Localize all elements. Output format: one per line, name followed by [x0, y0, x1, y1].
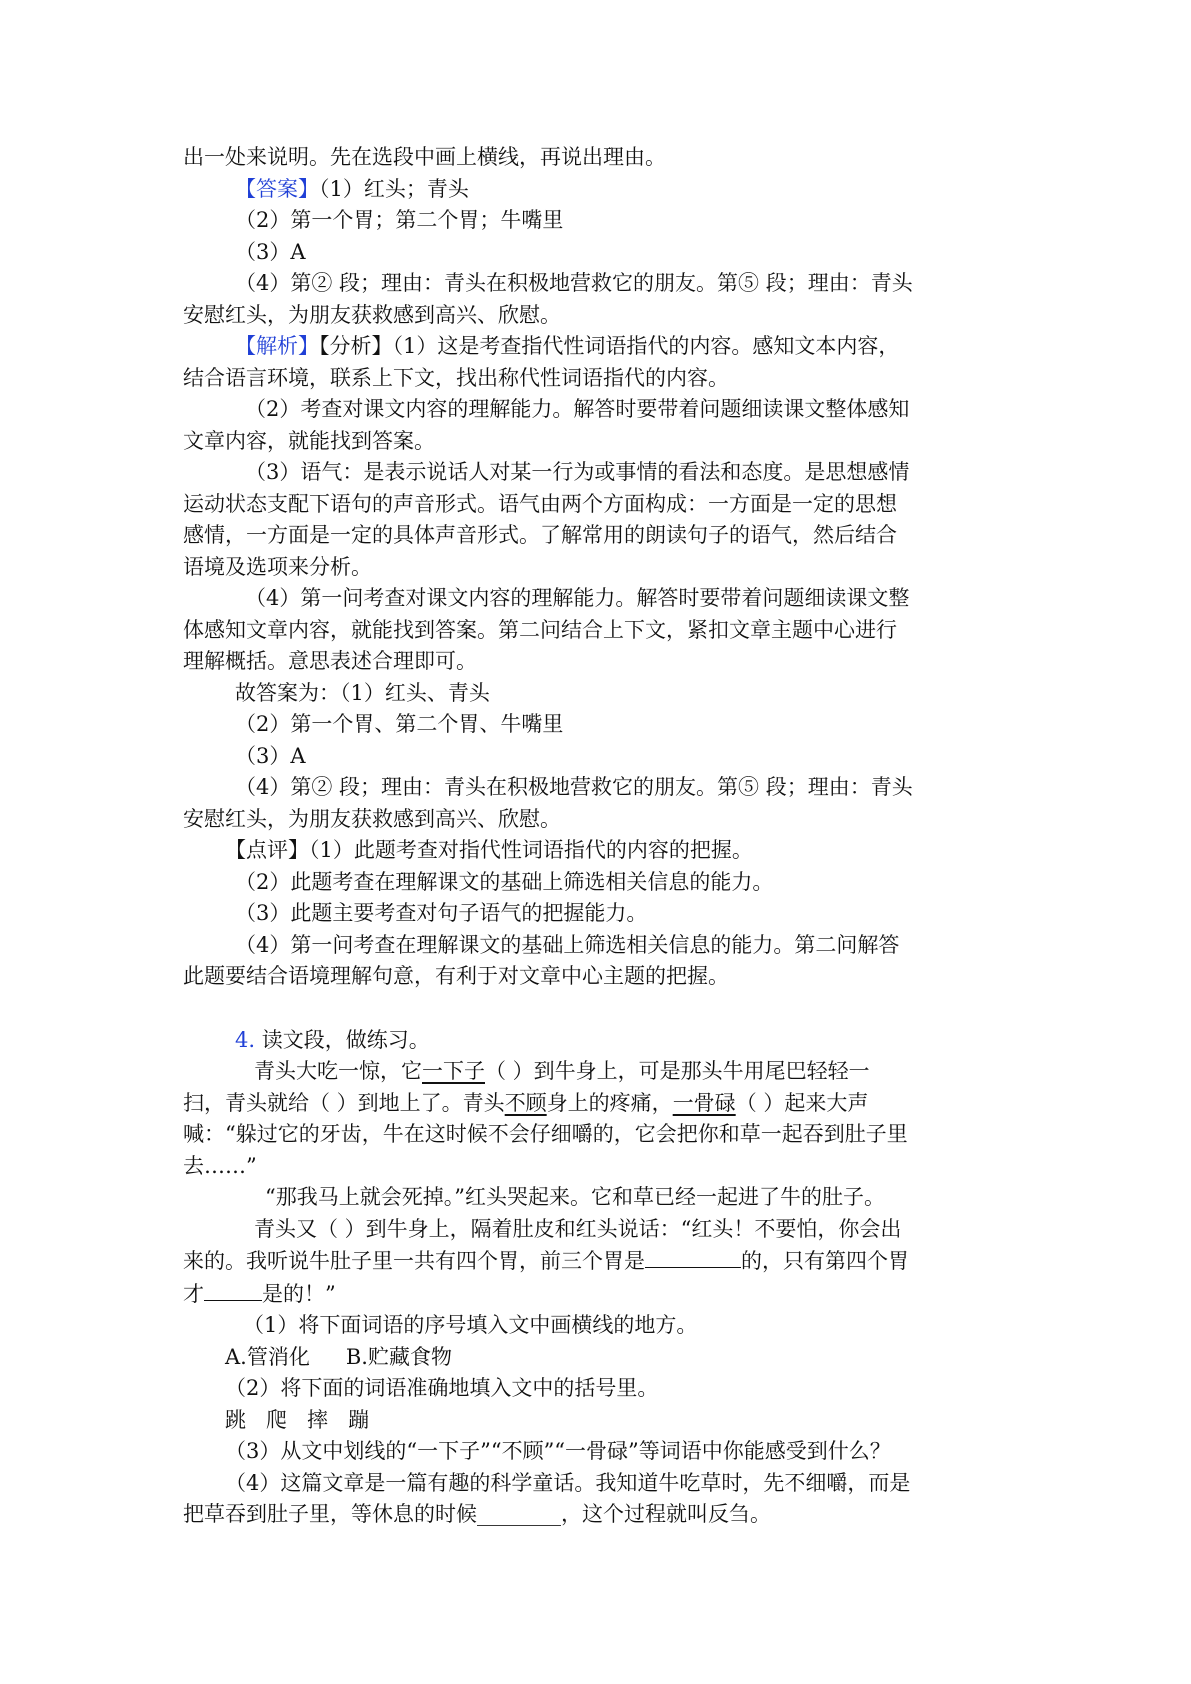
underlined-word: 不顾 — [504, 1090, 547, 1115]
option-b: B.贮藏食物 — [345, 1344, 452, 1369]
text-line: 语境及选项来分析。 — [183, 554, 372, 579]
word-bank: 跳 爬 摔 蹦 — [225, 1407, 370, 1432]
passage-line: 去……” — [183, 1153, 257, 1178]
text-span: （1）红头；青头 — [319, 176, 469, 201]
text-line: 安慰红头，为朋友获救感到高兴、欣慰。 — [183, 806, 561, 831]
fill-blank[interactable] — [645, 1245, 741, 1268]
text-line: 感情，一方面是一定的具体声音形式。了解常用的朗读句子的语气，然后结合 — [183, 523, 897, 547]
page-content — [183, 142, 1013, 1531]
answer-tag: 【答案】 — [235, 176, 319, 201]
text-line: 故答案为：（1）红头、青头 — [235, 680, 490, 705]
text-line: （2）第一个胃、第二个胃、牛嘴里 — [235, 712, 564, 736]
sub-question: 把草吞到肚子里，等休息的时候________，这个过程就叫反刍。 — [183, 1502, 771, 1526]
sub-question: （2）将下面的词语准确地填入文中的括号里。 — [225, 1376, 659, 1400]
text-line: 理解概括。意思表述合理即可。 — [183, 649, 477, 673]
options-line — [183, 1342, 1013, 1374]
question-title: 读文段，做练习。 — [261, 1027, 430, 1052]
section-gap — [183, 993, 1013, 1025]
fill-blank[interactable] — [204, 1278, 262, 1301]
text-span: 才 — [183, 1281, 204, 1306]
text-line: 此题要结合语境理解句意，有利于对文章中心主题的把握。 — [183, 964, 729, 988]
text-line: 文章内容，就能找到答案。 — [183, 428, 435, 453]
text-line: 结合语言环境，联系上下文，找出称代性词语指代的内容。 — [183, 365, 729, 390]
text-line: （3）A — [235, 743, 306, 768]
text-line: 出一处来说明。先在选段中画上横线，再说出理由。 — [183, 145, 666, 169]
text-span: 是的！” — [262, 1281, 336, 1306]
question-number: 4. — [235, 1027, 256, 1052]
text-line: （2）此题考查在理解课文的基础上筛选相关信息的能力。 — [235, 869, 774, 894]
text-span: 【分析】（1）这是考查指代性词语指代的内容。感知文本内容， — [319, 334, 900, 358]
passage-line — [183, 1278, 1013, 1311]
question-heading — [183, 1025, 1013, 1057]
passage-line: 青头又（ ）到牛身上，隔着肚皮和红头说话：“红头！不要怕，你会出 — [254, 1216, 902, 1241]
text-line: （4）第② 段；理由：青头在积极地营救它的朋友。第⑤ 段；理由：青头 — [235, 775, 913, 799]
text-line: 【点评】（1）此题考查对指代性词语指代的内容的把握。 — [225, 838, 753, 862]
passage-line: 喊：“躲过它的牙齿，牛在这时候不会仔细嚼的，它会把你和草一起吞到肚子里 — [183, 1122, 908, 1146]
text-line: （3）语气：是表示说话人对某一行为或事情的看法和态度。是思想感情 — [245, 460, 910, 484]
text-span: 扫，青头就给（ ）到地上了。青头 — [183, 1090, 505, 1115]
underlined-word: 一下子 — [422, 1059, 485, 1083]
text-line: （3）A — [235, 239, 306, 264]
text-line: （4）第一问考查对课文内容的理解能力。解答时要带着问题细读课文整 — [245, 586, 910, 610]
passage-line — [183, 1088, 1013, 1120]
text-span: 的，只有第四个胃 — [741, 1249, 909, 1273]
text-span: （ ）到牛身上，可是那头牛用尾巴轻轻一 — [485, 1059, 870, 1083]
text-line: （4）第一问考查在理解课文的基础上筛选相关信息的能力。第二问解答 — [235, 932, 900, 957]
text-line: （2）考查对课文内容的理解能力。解答时要带着问题细读课文整体感知 — [245, 397, 910, 421]
text-line: 体感知文章内容，就能找到答案。第二问结合上下文，紧扣文章主题中心进行 — [183, 617, 897, 642]
sub-question: （3）从文中划线的“一下子”“不顾”“一骨碌”等词语中你能感受到什么？ — [225, 1439, 891, 1463]
passage-line: “那我马上就会死掉。”红头哭起来。它和草已经一起进了牛的肚子。 — [265, 1185, 885, 1209]
text-span: 身上的疼痛， — [546, 1090, 673, 1115]
analysis-tag: 【解析】 — [235, 334, 319, 358]
text-line: （3）此题主要考查对句子语气的把握能力。 — [235, 901, 648, 925]
passage-line — [183, 1245, 1013, 1278]
text-span: 来的。我听说牛肚子里一共有四个胃，前三个胃是 — [183, 1249, 645, 1273]
text-line: 运动状态支配下语句的声音形式。语气由两个方面构成：一方面是一定的思想 — [183, 491, 897, 516]
passage-line — [183, 1056, 1013, 1088]
sub-question: （4）这篇文章是一篇有趣的科学童话。我知道牛吃草时，先不细嚼，而是 — [225, 1470, 911, 1495]
text-line: （4）第② 段；理由：青头在积极地营救它的朋友。第⑤ 段；理由：青头 — [235, 271, 913, 295]
analysis-line — [183, 331, 1013, 363]
text-line: （2）第一个胃；第二个胃；牛嘴里 — [235, 208, 564, 232]
answer-line — [183, 174, 1013, 206]
option-a: A.管消化 — [225, 1344, 310, 1369]
text-line: 安慰红头，为朋友获救感到高兴、欣慰。 — [183, 302, 561, 327]
underlined-word: 一骨碌 — [672, 1090, 736, 1115]
text-span: 青头大吃一惊，它 — [254, 1059, 422, 1083]
sub-question: （1）将下面词语的序号填入文中画横线的地方。 — [243, 1313, 698, 1337]
text-span: （ ）起来大声 — [735, 1090, 869, 1115]
